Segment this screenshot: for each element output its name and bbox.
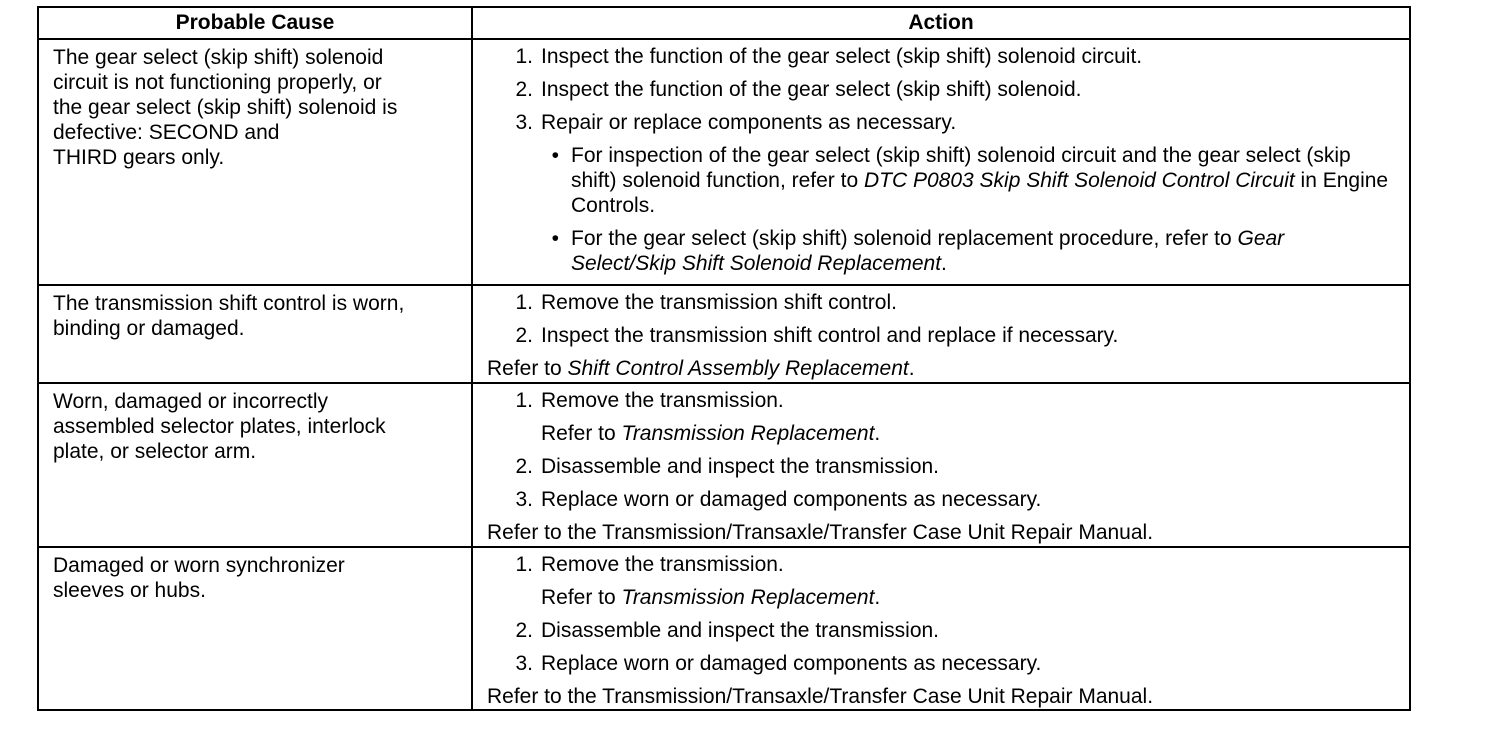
step-number: 3.	[515, 488, 533, 511]
cause-cell	[38, 547, 472, 710]
step-text: Disassemble and inspect the transmission.	[541, 619, 940, 642]
step-number: 2.	[515, 324, 533, 347]
step-text: Remove the transmission.	[541, 553, 784, 576]
step-item	[473, 618, 1409, 643]
step-text: Replace worn or damaged components as necessary.	[541, 488, 1042, 511]
table-row	[38, 383, 1410, 547]
step-number: 2.	[515, 78, 533, 101]
reference-link-text: Transmission Replacement	[621, 422, 875, 445]
table-row	[38, 39, 1410, 285]
step-item	[473, 454, 1409, 479]
reference-link-text: DTC P0803 Skip Shift Solenoid Control Circuit	[864, 169, 1295, 192]
step-text: Remove the transmission.	[541, 389, 784, 412]
bullet-icon: •	[551, 144, 559, 167]
bullet-item	[473, 226, 1409, 276]
step-item	[473, 487, 1409, 512]
reference-link-text: Transmission Replacement	[621, 586, 875, 609]
header-row	[38, 7, 1410, 39]
step-number: 2.	[515, 619, 533, 642]
cause-text: The transmission shift control is worn, binding or damaged.	[53, 292, 405, 340]
step-text: Inspect the function of the gear select (skip shift) solenoid circuit.	[541, 45, 1143, 68]
step-item	[473, 651, 1409, 676]
step-text: Remove the transmission shift control.	[541, 291, 897, 314]
reference-line: Refer to the Transmission/Transaxle/Transfer Case Unit Repair Manual.	[487, 521, 1154, 544]
step-item	[473, 323, 1409, 348]
step-text: Disassemble and inspect the transmission.	[541, 455, 940, 478]
step-text: Replace worn or damaged components as necessary.	[541, 652, 1042, 675]
step-text: Repair or replace components as necessary.	[541, 111, 957, 134]
step-number: 1.	[515, 553, 533, 576]
action-cell	[472, 285, 1410, 383]
step-number: 3.	[515, 111, 533, 134]
reference-link-text: Shift Control Assembly Replacement	[567, 357, 909, 380]
cause-text: The gear select (skip shift) solenoid circuit is not functioning properly, or the gear select (skip shift) solenoid is defective: SECOND and THIRD gears only.	[53, 46, 398, 169]
reference-link-text: Gear Select/Skip Shift Solenoid Replacement	[571, 227, 1285, 275]
cause-text: Damaged or worn synchronizer sleeves or hubs.	[53, 554, 345, 602]
step-number: 1.	[515, 389, 533, 412]
bullet-text: For the gear select (skip shift) solenoid replacement procedure, refer to Gear Select/Skip Shift Solenoid Replacement.	[571, 227, 1285, 275]
step-text: Inspect the transmission shift control and replace if necessary.	[541, 324, 1119, 347]
header-action: Action	[472, 7, 1410, 39]
reference-line: Refer to Shift Control Assembly Replacement.	[487, 357, 915, 380]
step-number: 2.	[515, 455, 533, 478]
step-number: 3.	[515, 652, 533, 675]
reference-line: Refer to the Transmission/Transaxle/Transfer Case Unit Repair Manual.	[487, 685, 1154, 708]
cause-cell	[38, 39, 472, 285]
step-item	[473, 77, 1409, 102]
step-continuation: Refer to Transmission Replacement.	[541, 586, 881, 609]
step-item	[473, 110, 1409, 135]
step-number: 1.	[515, 291, 533, 314]
action-cell	[472, 383, 1410, 547]
step-text: Inspect the function of the gear select (skip shift) solenoid.	[541, 78, 1082, 101]
action-cell	[472, 547, 1410, 710]
bullet-item	[473, 143, 1409, 218]
step-item	[473, 552, 1409, 577]
step-item	[473, 290, 1409, 315]
cause-text: Worn, damaged or incorrectly assembled selector plates, interlock plate, or selector arm.	[53, 390, 386, 463]
cause-cell	[38, 383, 472, 547]
cause-cell	[38, 285, 472, 383]
step-item	[473, 388, 1409, 413]
header-probable-cause: Probable Cause	[38, 7, 472, 39]
diagnostic-table	[37, 6, 1411, 711]
step-item	[473, 44, 1409, 69]
bullet-icon: •	[551, 227, 559, 250]
bullet-text: For inspection of the gear select (skip shift) solenoid circuit and the gear select (skip shift) solenoid function, refer to DTC P0803 Skip Shift Solenoid Control Circuit in Engine Controls.	[571, 144, 1389, 217]
step-number: 1.	[515, 45, 533, 68]
action-cell	[472, 39, 1410, 285]
step-continuation: Refer to Transmission Replacement.	[541, 422, 881, 445]
table-row	[38, 285, 1410, 383]
table-row	[38, 547, 1410, 710]
